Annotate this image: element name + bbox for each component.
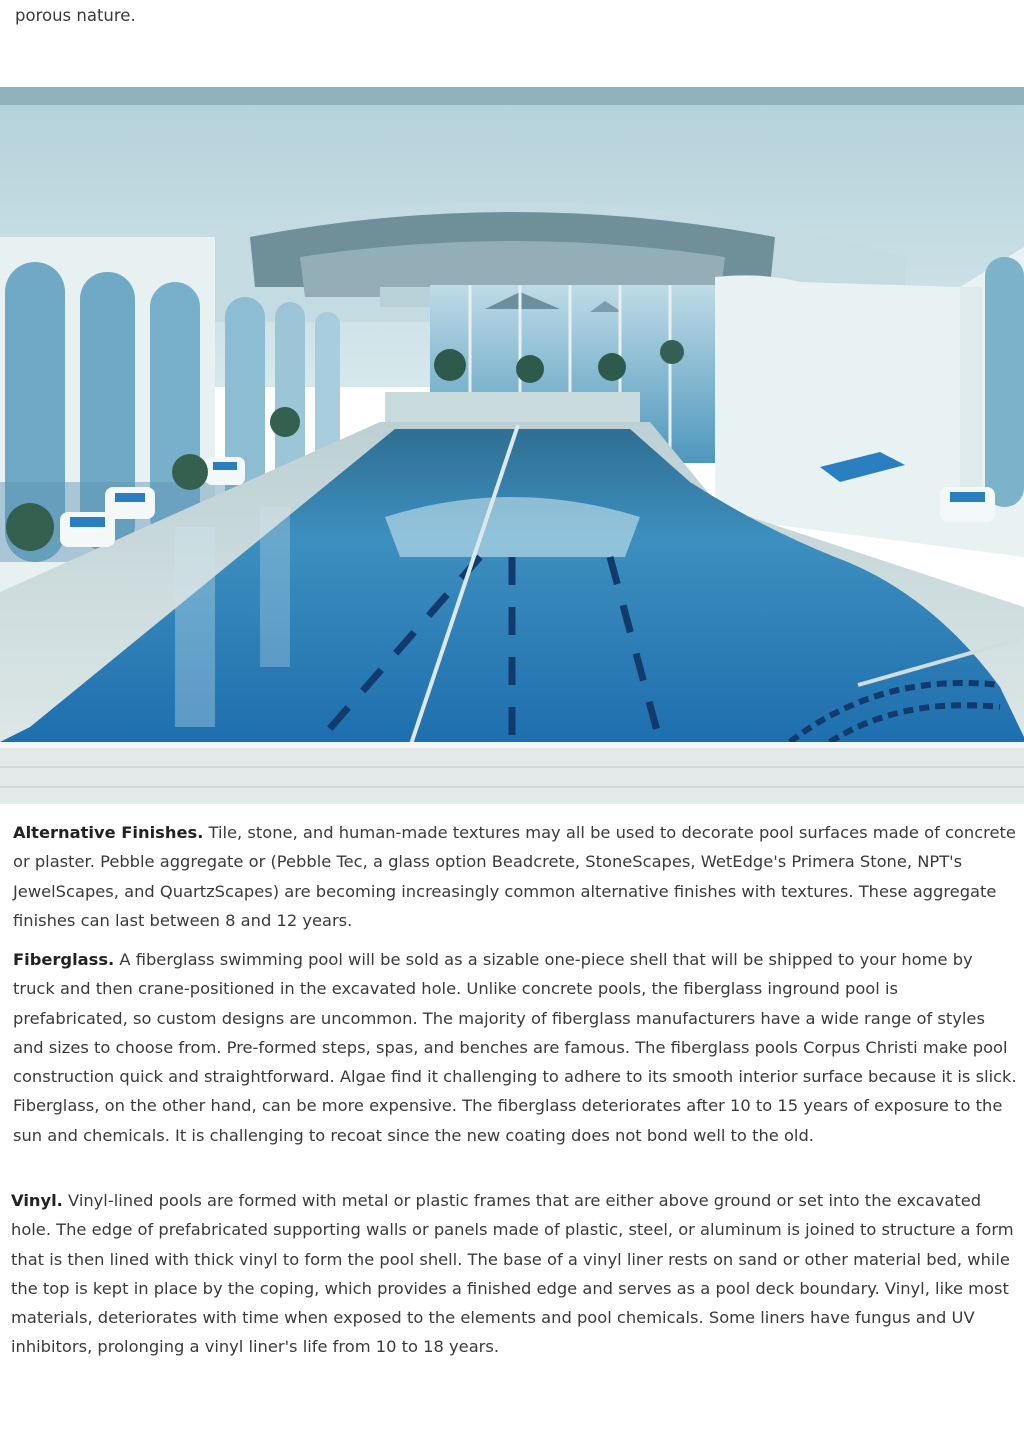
section-body: Vinyl-lined pools are formed with metal or plastic frames that are either above ground or set into the excavated hole. The edge of prefabricated supporting walls or panels made of plastic, steel, or aluminum is joined to structure a form that is then lined with thick vinyl to form the pool shell. The base of a vinyl liner rests on sand or other material bed, while the top is kept in place by the coping, which provides a finished edge and serves as a pool deck boundary. Vinyl, like most materials, deteriorates with time when exposed to the elements and pool chemicals. Some liners have fungus and UV inhibitors, prolonging a vinyl liner's life from 10 to 18 years. xyxy=(11,1191,1014,1357)
section-heading: Fiberglass. xyxy=(13,950,115,969)
section-alternative-finishes xyxy=(13,818,1017,935)
indoor-pool-photo xyxy=(0,87,1024,804)
section-body: A fiberglass swimming pool will be sold as a sizable one-piece shell that will be shipped to your home by truck and then crane-positioned in the excavated hole. Unlike concrete pools, the fiberglass inground pool is prefabricated, so custom designs are uncommon. The majority of fiberglass manufacturers have a wide range of styles and sizes to choose from. Pre-formed steps, spas, and benches are famous. The fiberglass pools Corpus Christi make pool construction quick and straightforward. Algae find it challenging to adhere to its smooth interior surface because it is slick. Fiberglass, on the other hand, can be more expensive. The fiberglass deteriorates after 10 to 15 years of exposure to the sun and chemicals. It is challenging to recoat since the new coating does not bond well to the old. xyxy=(13,950,1017,1145)
section-fiberglass xyxy=(13,945,1017,1150)
lead-text: porous nature. xyxy=(15,6,136,25)
section-heading: Vinyl. xyxy=(11,1191,63,1210)
section-heading: Alternative Finishes. xyxy=(13,823,204,842)
section-body: Tile, stone, and human-made textures may all be used to decorate pool surfaces made of concrete or plaster. Pebble aggregate or (Pebble Tec, a glass option Beadcrete, StoneScapes, WetEdge's Primera Stone, NPT's JewelScapes, and QuartzScapes) are becoming increasingly common alternative finishes with textures. These aggregate finishes can last between 8 and 12 years. xyxy=(13,823,1016,930)
section-vinyl xyxy=(11,1186,1019,1362)
